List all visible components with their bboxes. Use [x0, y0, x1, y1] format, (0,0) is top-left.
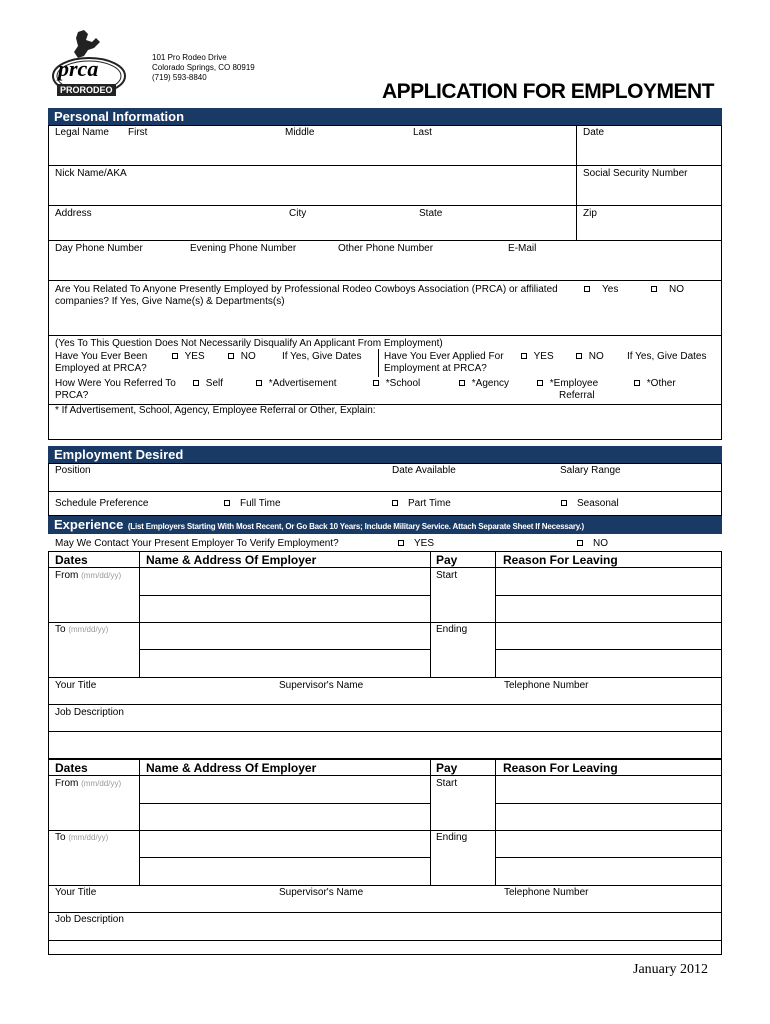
evening-phone-field[interactable]: Evening Phone Number [190, 243, 297, 254]
personal-info-title: Personal Information [54, 109, 185, 124]
nickname-field[interactable]: Nick Name/AKA [55, 168, 127, 179]
pay-header: Pay [436, 553, 458, 567]
email-field[interactable]: E-Mail [508, 243, 537, 254]
employer-header: Name & Address Of Employer [146, 553, 317, 567]
checkbox-icon [521, 353, 527, 359]
pay-ending-field[interactable]: Ending [436, 624, 468, 635]
city-field[interactable]: City [289, 208, 307, 219]
state-field[interactable]: State [419, 208, 443, 219]
related-question-line2: companies? If Yes, Give Name(s) & Departments(s) [55, 296, 285, 307]
seasonal-checkbox[interactable] [561, 498, 619, 510]
from-date-field-2[interactable] [55, 778, 121, 790]
related-question-line1: Are You Related To Anyone Presently Employed by Professional Rodeo Cowboys Association (PRCA) or affiliated [55, 284, 558, 295]
referred-self-label: Self [205, 378, 224, 389]
page-title: APPLICATION FOR EMPLOYMENT [382, 80, 714, 103]
checkbox-icon [392, 500, 398, 506]
checkbox-icon [256, 380, 262, 386]
ssn-field[interactable]: Social Security Number [583, 168, 688, 179]
applied-yes-label: YES [533, 351, 554, 362]
your-title-field[interactable]: Your Title [55, 680, 97, 691]
referred-ad-label: *Advertisement [268, 378, 337, 389]
applied-question-line1: Have You Ever Applied For [384, 351, 504, 362]
other-phone-field[interactable]: Other Phone Number [338, 243, 434, 254]
checkbox-icon [373, 380, 379, 386]
checkbox-icon [537, 380, 543, 386]
checkbox-icon [224, 500, 230, 506]
employed-question-line1: Have You Ever Been [55, 351, 148, 362]
from-label: From [55, 570, 79, 581]
checkbox-icon [576, 353, 582, 359]
logo-text: PRORODEO [57, 84, 116, 96]
first-name-field[interactable]: First [128, 127, 148, 138]
applied-question-line2: Employment at PRCA? [384, 363, 487, 374]
related-yes-checkbox[interactable] [584, 284, 618, 296]
position-field[interactable]: Position [55, 465, 91, 476]
date-field[interactable]: Date [583, 127, 605, 138]
address-line-2: Colorado Springs, CO 80919 [152, 63, 255, 72]
your-title-field-2[interactable]: Your Title [55, 887, 97, 898]
day-phone-field[interactable]: Day Phone Number [55, 243, 143, 254]
disclaimer-text: (Yes To This Question Does Not Necessarily Disqualify An Applicant From Employment) [55, 338, 443, 349]
contact-yes-label: YES [414, 538, 435, 549]
employed-question-line2: Employed at PRCA? [55, 363, 147, 374]
referred-employee-checkbox[interactable] [537, 378, 598, 390]
employed-no-label: NO [240, 351, 256, 362]
seasonal-label: Seasonal [577, 498, 619, 509]
salary-range-field[interactable]: Salary Range [560, 465, 621, 476]
phone-line: (719) 593-8840 [152, 73, 207, 82]
checkbox-icon [584, 286, 590, 292]
referred-employee-label-2: Referral [559, 390, 595, 401]
job-description-field[interactable]: Job Description [55, 707, 124, 718]
explain-field[interactable]: * If Advertisement, School, Agency, Employee Referral or Other, Explain: [55, 405, 376, 416]
part-time-checkbox[interactable] [392, 498, 451, 510]
middle-name-field[interactable]: Middle [285, 127, 315, 138]
contact-yes-checkbox[interactable] [398, 538, 434, 550]
contact-no-checkbox[interactable] [577, 538, 608, 550]
from-date-field[interactable] [55, 570, 121, 582]
employment-desired-heading [48, 446, 722, 463]
full-time-label: Full Time [240, 498, 281, 509]
employed-yes-label: YES [184, 351, 205, 362]
employed-no-checkbox[interactable] [228, 351, 256, 363]
referred-agency-checkbox[interactable] [459, 378, 509, 390]
experience-title: Experience [54, 517, 124, 532]
date-available-field[interactable]: Date Available [392, 465, 456, 476]
referred-other-checkbox[interactable] [634, 378, 676, 390]
referred-other-label: *Other [646, 378, 676, 389]
address-line-1: 101 Pro Rodeo Drive [152, 53, 227, 62]
referred-agency-label: *Agency [471, 378, 510, 389]
pay-start-field[interactable]: Start [436, 570, 458, 581]
to-label-2: To [55, 832, 66, 843]
checkbox-icon [651, 286, 657, 292]
employer-block-1 [48, 551, 722, 759]
referred-question-line2: PRCA? [55, 390, 89, 401]
employed-dates-field[interactable]: If Yes, Give Dates [282, 351, 362, 362]
reason-header-2: Reason For Leaving [503, 761, 618, 775]
referred-employee-label: *Employee [549, 378, 599, 389]
checkbox-icon [561, 500, 567, 506]
contact-no-label: NO [593, 538, 608, 549]
referred-school-checkbox[interactable] [373, 378, 420, 390]
applied-dates-field[interactable]: If Yes, Give Dates [627, 351, 707, 362]
pay-header-2: Pay [436, 761, 458, 775]
checkbox-icon [228, 353, 234, 359]
pay-start-field-2[interactable]: Start [436, 778, 458, 789]
employed-yes-checkbox[interactable] [172, 351, 205, 363]
from-date-format: (mm/dd/yy) [81, 571, 122, 580]
pay-ending-field-2[interactable]: Ending [436, 832, 468, 843]
referred-question-line1: How Were You Referred To [55, 378, 176, 389]
dates-header: Dates [55, 553, 88, 567]
applied-no-label: NO [588, 351, 604, 362]
telephone-field-2[interactable]: Telephone Number [504, 887, 589, 898]
employer-header-2: Name & Address Of Employer [146, 761, 317, 775]
referred-ad-checkbox[interactable] [256, 378, 337, 390]
checkbox-icon [459, 380, 465, 386]
applied-no-checkbox[interactable] [576, 351, 604, 363]
personal-info-heading [48, 108, 722, 125]
to-label: To [55, 624, 66, 635]
referred-self-checkbox[interactable] [193, 378, 223, 390]
to-date-field[interactable] [55, 624, 108, 636]
from-date-format-2: (mm/dd/yy) [81, 779, 122, 788]
experience-subtitle: (List Employers Starting With Most Recent, Or Go Back 10 Years; Include Military Service. Attach Separate Sheet If Necessary.) [127, 522, 584, 531]
logo-mark: prca [58, 56, 99, 81]
related-no-checkbox[interactable] [651, 284, 684, 296]
checkbox-icon [398, 540, 404, 546]
checkbox-icon [172, 353, 178, 359]
to-date-format: (mm/dd/yy) [68, 625, 109, 634]
part-time-label: Part Time [408, 498, 451, 509]
checkbox-icon [577, 540, 583, 546]
supervisor-field-2[interactable]: Supervisor's Name [279, 887, 364, 898]
checkbox-icon [193, 380, 199, 386]
to-date-format-2: (mm/dd/yy) [68, 833, 109, 842]
to-date-field-2[interactable] [55, 832, 108, 844]
telephone-field[interactable]: Telephone Number [504, 680, 589, 691]
dates-header-2: Dates [55, 761, 88, 775]
contact-employer-question: May We Contact Your Present Employer To Verify Employment? [55, 538, 339, 549]
full-time-checkbox[interactable] [224, 498, 281, 510]
revision-date: January 2012 [633, 962, 709, 977]
zip-field[interactable]: Zip [583, 208, 597, 219]
schedule-preference-label: Schedule Preference [55, 498, 149, 509]
job-description-field-2[interactable]: Job Description [55, 914, 124, 925]
reason-header: Reason For Leaving [503, 553, 618, 567]
referred-school-label: *School [385, 378, 421, 389]
supervisor-field[interactable]: Supervisor's Name [279, 680, 364, 691]
prca-logo [48, 28, 130, 100]
from-label-2: From [55, 778, 79, 789]
related-no-label: NO [669, 284, 684, 295]
related-yes-label: Yes [602, 284, 619, 295]
address-field[interactable]: Address [55, 208, 92, 219]
checkbox-icon [634, 380, 640, 386]
experience-heading [48, 516, 722, 534]
last-name-field[interactable]: Last [413, 127, 432, 138]
legal-name-label: Legal Name [55, 127, 109, 138]
applied-yes-checkbox[interactable] [521, 351, 554, 363]
employment-desired-title: Employment Desired [54, 447, 184, 462]
